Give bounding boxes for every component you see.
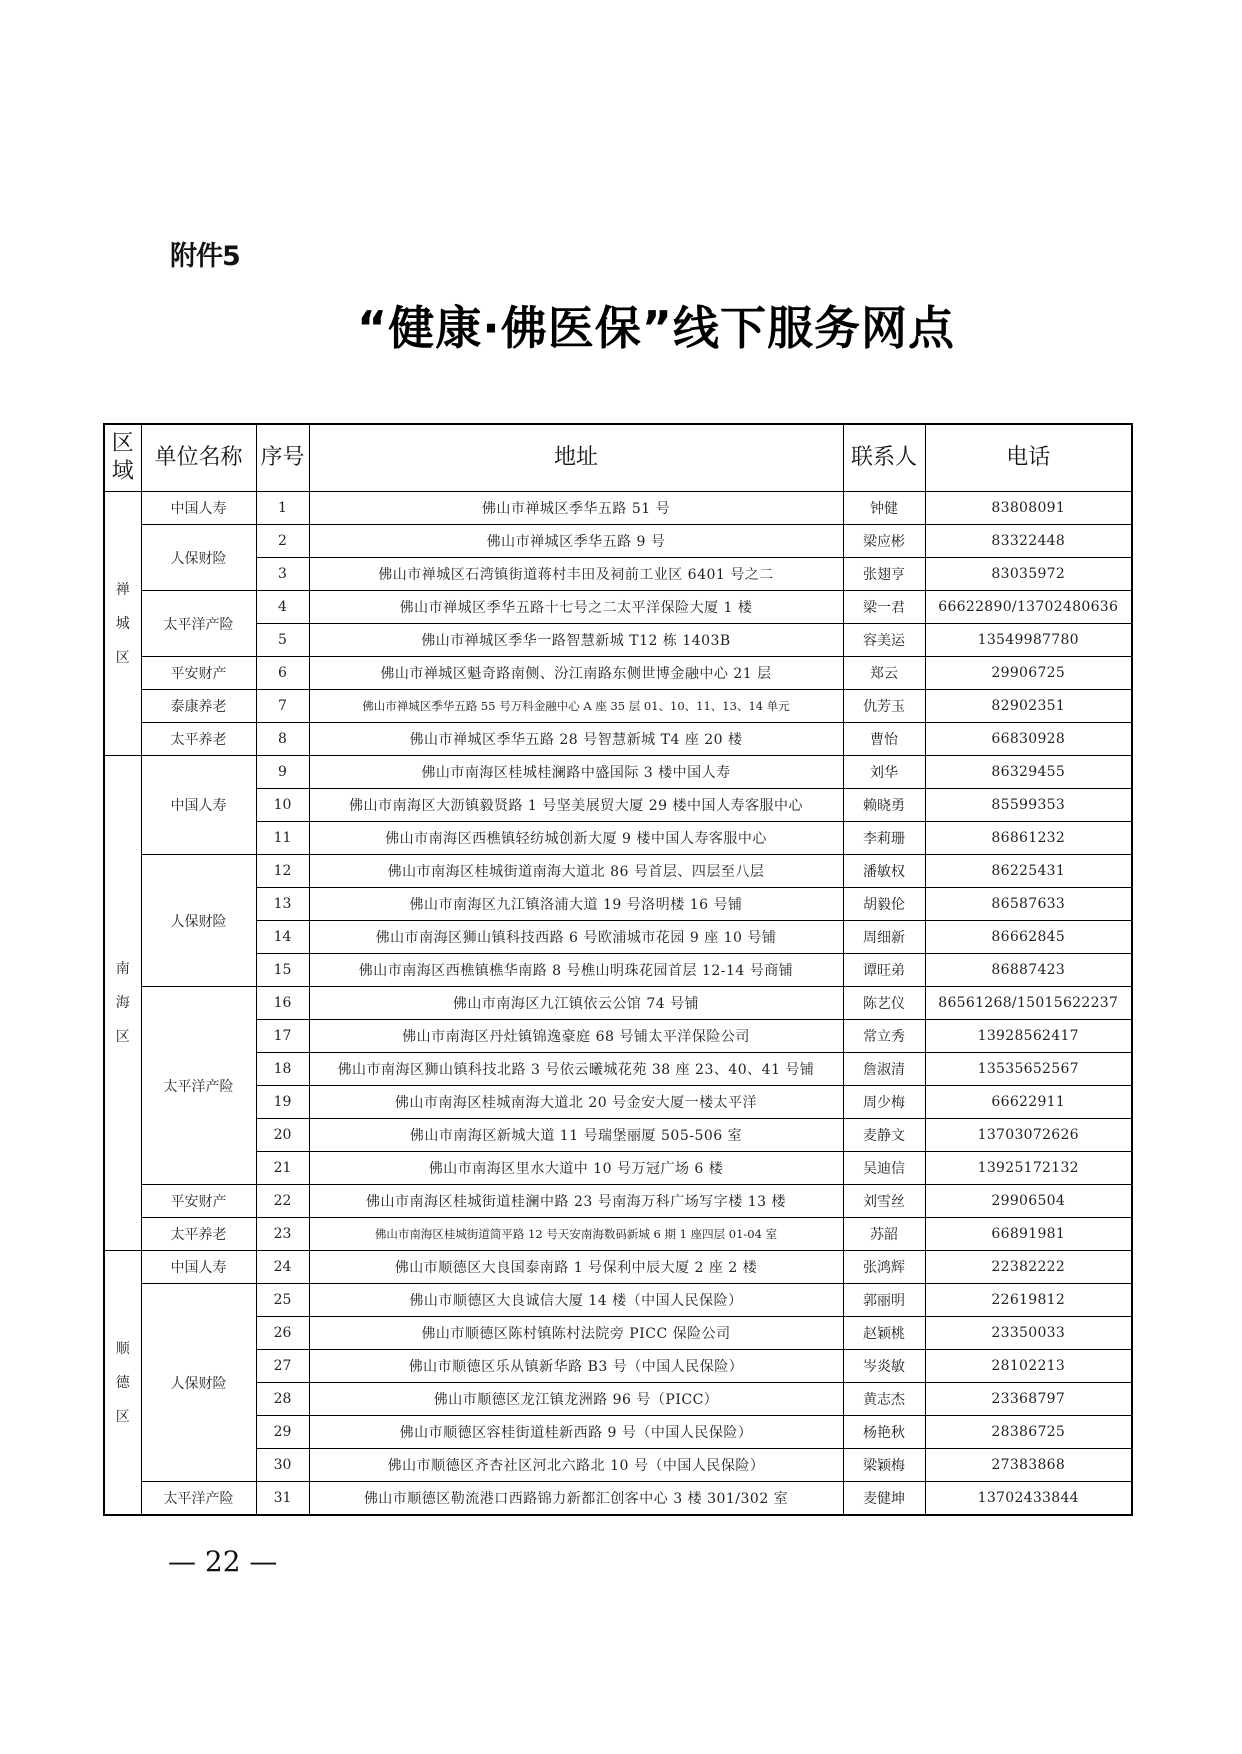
contact-cell: 梁一君 — [843, 591, 925, 624]
phone-cell: 13702433844 — [925, 1482, 1132, 1516]
address-cell: 佛山市禅城区石湾镇街道蒋村丰田及祠前工业区 6401 号之二 — [309, 558, 843, 591]
contact-cell: 苏韶 — [843, 1218, 925, 1251]
unit-name-cell: 泰康养老 — [141, 690, 256, 723]
district-char: 禅 — [115, 581, 130, 598]
number-cell: 14 — [256, 921, 309, 954]
contact-cell: 郭丽明 — [843, 1284, 925, 1317]
table-row — [104, 789, 1132, 822]
phone-cell: 85599353 — [925, 789, 1132, 822]
number-cell: 17 — [256, 1020, 309, 1053]
address-cell: 佛山市禅城区季华一路智慧新城 T12 栋 1403B — [309, 624, 843, 657]
contact-cell: 岑炎敏 — [843, 1350, 925, 1383]
number-cell: 2 — [256, 525, 309, 558]
address-cell: 佛山市禅城区季华五路十七号之二太平洋保险大厦 1 楼 — [309, 591, 843, 624]
address-cell: 佛山市顺德区陈村镇陈村法院旁 PICC 保险公司 — [309, 1317, 843, 1350]
phone-cell: 28102213 — [925, 1350, 1132, 1383]
contact-cell: 詹淑清 — [843, 1053, 925, 1086]
table-row — [104, 1218, 1132, 1251]
number-cell: 21 — [256, 1152, 309, 1185]
address-cell: 佛山市禅城区季华五路 28 号智慧新城 T4 座 20 楼 — [309, 723, 843, 756]
unit-name-cell: 平安财产 — [141, 657, 256, 690]
address-cell: 佛山市禅城区季华五路 55 号万科金融中心 A 座 35 层 01、10、11、13、14 单元 — [309, 690, 843, 723]
table-row — [104, 1086, 1132, 1119]
address-cell: 佛山市南海区狮山镇科技北路 3 号依云曦城花苑 38 座 23、40、41 号铺 — [309, 1053, 843, 1086]
district-cell — [104, 756, 141, 1251]
unit-name-cell: 太平洋产险 — [141, 987, 256, 1185]
table-row — [104, 954, 1132, 987]
page-number: — 22 — — [168, 1545, 278, 1578]
address-cell: 佛山市顺德区勒流港口西路锦力新都汇创客中心 3 楼 301/302 室 — [309, 1482, 843, 1516]
address-cell: 佛山市南海区里水大道中 10 号万冠广场 6 楼 — [309, 1152, 843, 1185]
district-char: 区 — [115, 1029, 130, 1045]
table-row — [104, 1185, 1132, 1218]
contact-cell: 黄志杰 — [843, 1383, 925, 1416]
phone-cell: 13925172132 — [925, 1152, 1132, 1185]
number-cell: 19 — [256, 1086, 309, 1119]
phone-cell: 23368797 — [925, 1383, 1132, 1416]
table-row — [104, 756, 1132, 789]
unit-name-cell: 中国人寿 — [141, 492, 256, 525]
address-cell: 佛山市南海区大沥镇毅贤路 1 号坚美展贸大厦 29 楼中国人寿客服中心 — [309, 789, 843, 822]
header-contact: 联系人 — [843, 424, 925, 492]
address-cell: 佛山市南海区桂城街道南海大道北 86 号首层、四层至八层 — [309, 855, 843, 888]
contact-cell: 潘敏权 — [843, 855, 925, 888]
number-cell: 28 — [256, 1383, 309, 1416]
district-char: 海 — [115, 995, 130, 1011]
address-cell: 佛山市南海区九江镇依云公馆 74 号铺 — [309, 987, 843, 1020]
unit-name-cell: 中国人寿 — [141, 1251, 256, 1284]
phone-cell: 66830928 — [925, 723, 1132, 756]
phone-cell: 86329455 — [925, 756, 1132, 789]
header-phone: 电话 — [925, 424, 1132, 492]
address-cell: 佛山市禅城区季华五路 51 号 — [309, 492, 843, 525]
contact-cell: 赖晓勇 — [843, 789, 925, 822]
contact-cell: 麦健坤 — [843, 1482, 925, 1516]
district-char: 顺 — [115, 1340, 130, 1357]
address-cell: 佛山市南海区桂城桂澜路中盛国际 3 楼中国人寿 — [309, 756, 843, 789]
table-row — [104, 1317, 1132, 1350]
header-unit: 单位名称 — [141, 424, 256, 492]
number-cell: 5 — [256, 624, 309, 657]
number-cell: 11 — [256, 822, 309, 855]
phone-cell: 83035972 — [925, 558, 1132, 591]
unit-name-cell: 人保财险 — [141, 855, 256, 987]
contact-cell: 李莉珊 — [843, 822, 925, 855]
number-cell: 1 — [256, 492, 309, 525]
table-row — [104, 1449, 1132, 1482]
table-row — [104, 1350, 1132, 1383]
phone-cell: 86587633 — [925, 888, 1132, 921]
table-body — [104, 492, 1132, 1516]
address-cell: 佛山市顺德区齐杏社区河北六路北 10 号（中国人民保险） — [309, 1449, 843, 1482]
contact-cell: 容美运 — [843, 624, 925, 657]
number-cell: 13 — [256, 888, 309, 921]
contact-cell: 常立秀 — [843, 1020, 925, 1053]
table-row — [104, 723, 1132, 756]
number-cell: 16 — [256, 987, 309, 1020]
district-char: 德 — [115, 1374, 130, 1391]
table-header-row — [104, 424, 1132, 492]
header-district: 区域 — [104, 424, 141, 492]
contact-cell: 刘华 — [843, 756, 925, 789]
contact-cell: 张翅亨 — [843, 558, 925, 591]
number-cell: 30 — [256, 1449, 309, 1482]
phone-cell: 86662845 — [925, 921, 1132, 954]
table-row — [104, 822, 1132, 855]
phone-cell: 66891981 — [925, 1218, 1132, 1251]
table-row — [104, 921, 1132, 954]
address-cell: 佛山市南海区西樵镇轻纺城创新大厦 9 楼中国人寿客服中心 — [309, 822, 843, 855]
address-cell: 佛山市南海区狮山镇科技西路 6 号欧浦城市花园 9 座 10 号铺 — [309, 921, 843, 954]
phone-cell: 23350033 — [925, 1317, 1132, 1350]
address-cell: 佛山市南海区西樵镇樵华南路 8 号樵山明珠花园首层 12-14 号商铺 — [309, 954, 843, 987]
district-char: 区 — [115, 1408, 130, 1425]
table-row — [104, 855, 1132, 888]
number-cell: 23 — [256, 1218, 309, 1251]
district-cell — [104, 1251, 141, 1516]
address-cell: 佛山市顺德区容桂街道桂新西路 9 号（中国人民保险） — [309, 1416, 843, 1449]
service-sites-table — [103, 423, 1133, 1516]
phone-cell: 86887423 — [925, 954, 1132, 987]
number-cell: 29 — [256, 1416, 309, 1449]
number-cell: 8 — [256, 723, 309, 756]
phone-cell: 29906725 — [925, 657, 1132, 690]
header-address: 地址 — [309, 424, 843, 492]
phone-cell: 86561268/15015622237 — [925, 987, 1132, 1020]
table-row — [104, 624, 1132, 657]
phone-cell: 86225431 — [925, 855, 1132, 888]
phone-cell: 83322448 — [925, 525, 1132, 558]
table-row — [104, 1020, 1132, 1053]
address-cell: 佛山市南海区桂城南海大道北 20 号金安大厦一楼太平洋 — [309, 1086, 843, 1119]
contact-cell: 梁应彬 — [843, 525, 925, 558]
phone-cell: 82902351 — [925, 690, 1132, 723]
contact-cell: 谭旺弟 — [843, 954, 925, 987]
unit-name-cell: 太平养老 — [141, 1218, 256, 1251]
number-cell: 22 — [256, 1185, 309, 1218]
table-row — [104, 1383, 1132, 1416]
phone-cell: 13703072626 — [925, 1119, 1132, 1152]
contact-cell: 吴迪信 — [843, 1152, 925, 1185]
contact-cell: 刘雪丝 — [843, 1185, 925, 1218]
table-row — [104, 690, 1132, 723]
number-cell: 27 — [256, 1350, 309, 1383]
contact-cell: 梁颖梅 — [843, 1449, 925, 1482]
unit-name-cell: 平安财产 — [141, 1185, 256, 1218]
address-cell: 佛山市顺德区龙江镇龙洲路 96 号（PICC） — [309, 1383, 843, 1416]
number-cell: 12 — [256, 855, 309, 888]
number-cell: 7 — [256, 690, 309, 723]
phone-cell: 66622890/13702480636 — [925, 591, 1132, 624]
table-row — [104, 1482, 1132, 1516]
number-cell: 31 — [256, 1482, 309, 1516]
number-cell: 20 — [256, 1119, 309, 1152]
contact-cell: 钟健 — [843, 492, 925, 525]
address-cell: 佛山市南海区丹灶镇锦逸豪庭 68 号铺太平洋保险公司 — [309, 1020, 843, 1053]
phone-cell: 13535652567 — [925, 1053, 1132, 1086]
table-row — [104, 591, 1132, 624]
phone-cell: 13549987780 — [925, 624, 1132, 657]
number-cell: 10 — [256, 789, 309, 822]
phone-cell: 27383868 — [925, 1449, 1132, 1482]
table-row — [104, 492, 1132, 525]
unit-name-cell: 人保财险 — [141, 1284, 256, 1482]
phone-cell: 28386725 — [925, 1416, 1132, 1449]
table-row — [104, 1152, 1132, 1185]
phone-cell: 66622911 — [925, 1086, 1132, 1119]
contact-cell: 陈艺仪 — [843, 987, 925, 1020]
number-cell: 24 — [256, 1251, 309, 1284]
contact-cell: 赵颖桃 — [843, 1317, 925, 1350]
phone-cell: 22382222 — [925, 1251, 1132, 1284]
number-cell: 3 — [256, 558, 309, 591]
district-cell — [104, 492, 141, 756]
address-cell: 佛山市南海区新城大道 11 号瑞堡丽厦 505-506 室 — [309, 1119, 843, 1152]
district-char: 城 — [115, 615, 130, 632]
contact-cell: 周细新 — [843, 921, 925, 954]
contact-cell: 周少梅 — [843, 1086, 925, 1119]
unit-name-cell: 中国人寿 — [141, 756, 256, 855]
phone-cell: 13928562417 — [925, 1020, 1132, 1053]
table-row — [104, 525, 1132, 558]
phone-cell: 22619812 — [925, 1284, 1132, 1317]
number-cell: 4 — [256, 591, 309, 624]
table-row — [104, 987, 1132, 1020]
contact-cell: 胡毅伦 — [843, 888, 925, 921]
attachment-label: 附件5 — [170, 241, 240, 272]
contact-cell: 曹怡 — [843, 723, 925, 756]
table-row — [104, 657, 1132, 690]
unit-name-cell: 太平养老 — [141, 723, 256, 756]
phone-cell: 83808091 — [925, 492, 1132, 525]
table-row — [104, 558, 1132, 591]
address-cell: 佛山市顺德区大良国泰南路 1 号保利中辰大厦 2 座 2 楼 — [309, 1251, 843, 1284]
phone-cell: 29906504 — [925, 1185, 1132, 1218]
table-row — [104, 1416, 1132, 1449]
document-title: “健康·佛医保”线下服务网点 — [357, 301, 955, 355]
table-row — [104, 888, 1132, 921]
unit-name-cell: 人保财险 — [141, 525, 256, 591]
phone-cell: 86861232 — [925, 822, 1132, 855]
table-row — [104, 1119, 1132, 1152]
contact-cell: 麦静文 — [843, 1119, 925, 1152]
address-cell: 佛山市禅城区魁奇路南侧、汾江南路东侧世博金融中心 21 层 — [309, 657, 843, 690]
contact-cell: 张鸿辉 — [843, 1251, 925, 1284]
number-cell: 9 — [256, 756, 309, 789]
table-row — [104, 1251, 1132, 1284]
address-cell: 佛山市顺德区乐从镇新华路 B3 号（中国人民保险） — [309, 1350, 843, 1383]
address-cell: 佛山市南海区桂城街道桂澜中路 23 号南海万科广场写字楼 13 楼 — [309, 1185, 843, 1218]
address-cell: 佛山市禅城区季华五路 9 号 — [309, 525, 843, 558]
table-row — [104, 1284, 1132, 1317]
number-cell: 26 — [256, 1317, 309, 1350]
contact-cell: 仇芳玉 — [843, 690, 925, 723]
number-cell: 6 — [256, 657, 309, 690]
address-cell: 佛山市南海区九江镇洛浦大道 19 号洛明楼 16 号铺 — [309, 888, 843, 921]
address-cell: 佛山市顺德区大良诚信大厦 14 楼（中国人民保险） — [309, 1284, 843, 1317]
table-row — [104, 1053, 1132, 1086]
contact-cell: 杨艳秋 — [843, 1416, 925, 1449]
district-char: 区 — [115, 649, 130, 666]
district-char: 南 — [115, 961, 130, 977]
number-cell: 25 — [256, 1284, 309, 1317]
unit-name-cell: 太平洋产险 — [141, 591, 256, 657]
number-cell: 15 — [256, 954, 309, 987]
unit-name-cell: 太平洋产险 — [141, 1482, 256, 1516]
address-cell: 佛山市南海区桂城街道简平路 12 号天安南海数码新城 6 期 1 座四层 01-04 室 — [309, 1218, 843, 1251]
contact-cell: 郑云 — [843, 657, 925, 690]
number-cell: 18 — [256, 1053, 309, 1086]
header-number: 序号 — [256, 424, 309, 492]
